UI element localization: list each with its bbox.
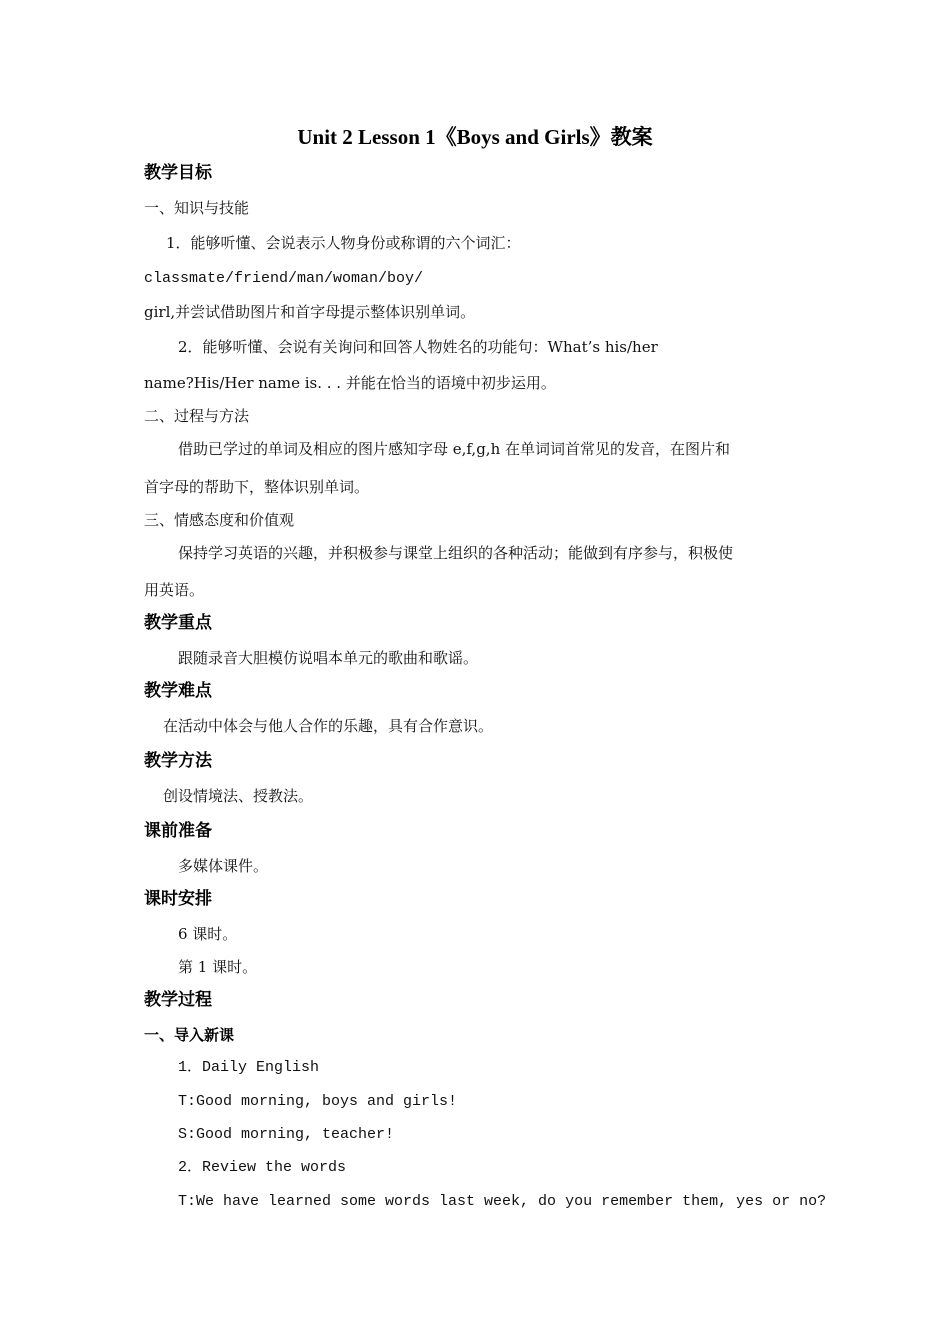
objectives-item1-line2: classmate/friend/man/woman/boy/ [144,270,424,287]
objectives-section3-line2: 用英语。 [144,581,205,599]
schedule-heading: 课时安排 [144,889,212,909]
methods-heading: 教学方法 [144,751,212,771]
objectives-heading: 教学目标 [144,163,212,183]
difficulties-text: 在活动中体会与他人合作的乐趣，具有合作意识。 [163,717,494,735]
objectives-section3-title: 三、情感态度和价值观 [144,511,295,529]
objectives-section2-line1: 借助已学过的单词及相应的图片感知字母 e,f,g,h 在单词词首常见的发音，在图片和 [178,440,731,458]
methods-text: 创设情境法、授教法。 [163,787,314,805]
key-points-text: 跟随录音大胆模仿说唱本单元的歌曲和歌谣。 [178,649,479,667]
process-line: S:Good morning, teacher! [178,1126,395,1143]
document-title: Unit 2 Lesson 1《Boys and Girls》教案 [297,125,653,149]
process-line: 2．Review the words [178,1159,347,1176]
objectives-section3-line1: 保持学习英语的兴趣，并积极参与课堂上组织的各种活动；能做到有序参与，积极使 [178,544,734,562]
process-heading: 教学过程 [144,990,212,1010]
preparation-text: 多媒体课件。 [178,857,269,875]
objectives-section2-title: 二、过程与方法 [144,407,250,425]
process-line: 1．Daily English [178,1059,320,1076]
key-points-heading: 教学重点 [144,613,212,633]
preparation-heading: 课前准备 [144,821,212,841]
objectives-section1-title: 一、知识与技能 [144,199,250,217]
difficulties-heading: 教学难点 [144,681,212,701]
objectives-item2-line1: 2．能够听懂、会说有关询问和回答人物姓名的功能句：What’s his/her [178,338,658,356]
objectives-item2-line2: name?His/Her name is. . . 并能在恰当的语境中初步运用。 [144,374,556,392]
objectives-section2-line2: 首字母的帮助下，整体识别单词。 [144,478,370,496]
objectives-item1-line3: girl,并尝试借助图片和首字母提示整体识别单词。 [144,303,476,321]
objectives-item1-line1: 1．能够听懂、会说表示人物身份或称谓的六个词汇： [166,234,521,252]
schedule-line1: 6 课时。 [178,925,238,943]
process-line: T:Good morning, boys and girls! [178,1093,458,1110]
schedule-line2: 第 1 课时。 [178,958,258,976]
process-subheading-intro: 一、导入新课 [144,1026,235,1044]
process-line: T:We have learned some words last week, do you remember them, yes or no? [178,1193,827,1210]
